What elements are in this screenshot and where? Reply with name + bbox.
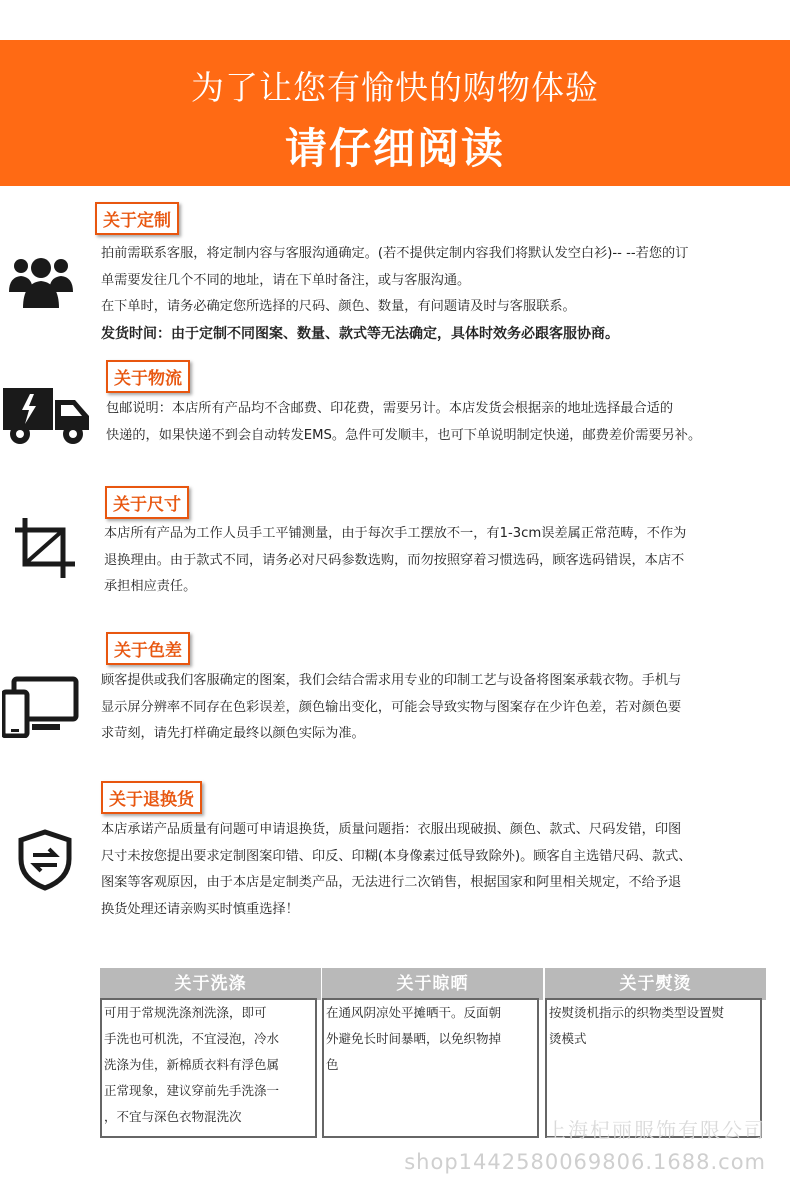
users-group-icon <box>8 250 74 314</box>
shipping-time-note: 发货时间：由于定制不同图案、数量、款式等无法确定，具体时效务必跟客服协商。 <box>101 325 619 342</box>
text-line: 洗涤为佳，新棉质衣料有浮色属 <box>104 1057 280 1072</box>
text-line: 退换理由。由于款式不同，请务必对尺码参数选购，而勿按照穿着习惯选码，顾客选码错误，本店不 <box>104 552 685 568</box>
text-line: 显示屏分辨率不同存在色彩误差，颜色输出变化，可能会导致实物与图案存在少许色差，若对颜色要 <box>101 699 682 715</box>
text-line: 本店承诺产品质量有问题可申请退换货，质量问题指：衣服出现破损、颜色、款式、尺码发错，印图 <box>101 822 682 837</box>
section-text-returns <box>101 817 692 923</box>
care-title-ironing: 关于熨烫 <box>545 968 766 1000</box>
section-title-logistics: 关于物流 <box>106 360 190 393</box>
section-title-color: 关于色差 <box>106 632 190 665</box>
text-line: 本店所有产品为工作人员手工平铺测量，由于每次手工摆放不一，有1-3cm误差属正常范畴，不作为 <box>104 526 687 541</box>
text-line: 在下单时，请务必确定您所选择的尺码、颜色、数量，有问题请及时与客服联系。 <box>101 299 576 314</box>
text-line: 单需要发往几个不同的地址，请在下单时备注，或与客服沟通。 <box>101 272 471 288</box>
banner-subtitle: 为了让您有愉快的购物体验 <box>191 68 599 107</box>
section-text-size <box>104 521 686 601</box>
exchange-shield-icon <box>17 829 73 895</box>
section-title-size: 关于尺寸 <box>105 486 189 519</box>
text-line: 承担相应责任。 <box>104 579 197 594</box>
text-line: 烫模式 <box>549 1031 587 1046</box>
care-box-drying <box>322 968 543 1140</box>
text-line: 换货处理还请亲购买时慎重选择！ <box>101 901 299 917</box>
text-line: 按熨烫机指示的织物类型设置熨 <box>549 1005 725 1020</box>
care-title-washing: 关于洗涤 <box>100 968 321 1000</box>
text-line: 在通风阴凉处平摊晒干。反面朝 <box>326 1005 502 1020</box>
text-line: 快递的，如果快递不到会自动转发EMS。急件可发顺丰，也可下单说明制定快递，邮费差价需要另补。 <box>106 427 702 443</box>
section-title-custom: 关于定制 <box>95 202 179 235</box>
care-title-drying: 关于晾晒 <box>322 968 543 1000</box>
text-line: ，不宜与深色衣物混洗次 <box>104 1109 242 1124</box>
company-watermark: 上海杞丽服饰有限公司 <box>546 1118 766 1142</box>
text-line: 正常现象，建议穿前先手洗涤一 <box>104 1083 280 1098</box>
text-line: 包邮说明：本店所有产品均不含邮费、印花费，需要另计。本店发货会根据亲的地址选择最合适的 <box>106 401 674 416</box>
shop-url-watermark: shop1442580069806.1688.com <box>404 1150 766 1174</box>
banner-title: 请仔细阅读 <box>284 124 505 173</box>
devices-icon <box>2 676 80 742</box>
care-box-washing <box>100 968 321 1140</box>
section-text-color <box>101 668 681 748</box>
text-line: 外避免长时间暴晒，以免织物掉 <box>326 1031 502 1046</box>
care-text-washing <box>100 998 317 1138</box>
delivery-truck-icon <box>3 386 93 452</box>
text-line: 可用于常规洗涤剂洗涤，即可 <box>104 1005 267 1020</box>
section-text-logistics <box>106 396 701 449</box>
crop-icon <box>13 516 77 584</box>
text-line: 求苛刻，请先打样确定最终以颜色实际为准。 <box>101 726 365 741</box>
notice-banner <box>0 40 790 186</box>
text-line: 拍前需联系客服，将定制内容与客服沟通确定。(若不提供定制内容我们将默认发空白衫)-- --若您的订 <box>101 246 689 261</box>
text-line: 顾客提供或我们客服确定的图案，我们会结合需求用专业的印制工艺与设备将图案承载衣物。手机与 <box>101 673 682 688</box>
text-line: 尺寸未按您提出要求定制图案印错、印反、印糊(本身像素过低导致除外)。顾客自主选错尺码、款式、 <box>101 848 692 864</box>
section-text-custom <box>101 241 688 347</box>
care-text-drying <box>322 998 539 1138</box>
text-line: 图案等客观原因，由于本店是定制类产品，无法进行二次销售，根据国家和阿里相关规定，不给予退 <box>101 875 682 890</box>
section-title-returns: 关于退换货 <box>101 781 202 814</box>
top-strip <box>0 0 790 8</box>
text-line: 手洗也可机洗，不宜浸泡，冷水 <box>104 1031 280 1046</box>
text-line: 色 <box>326 1057 339 1072</box>
